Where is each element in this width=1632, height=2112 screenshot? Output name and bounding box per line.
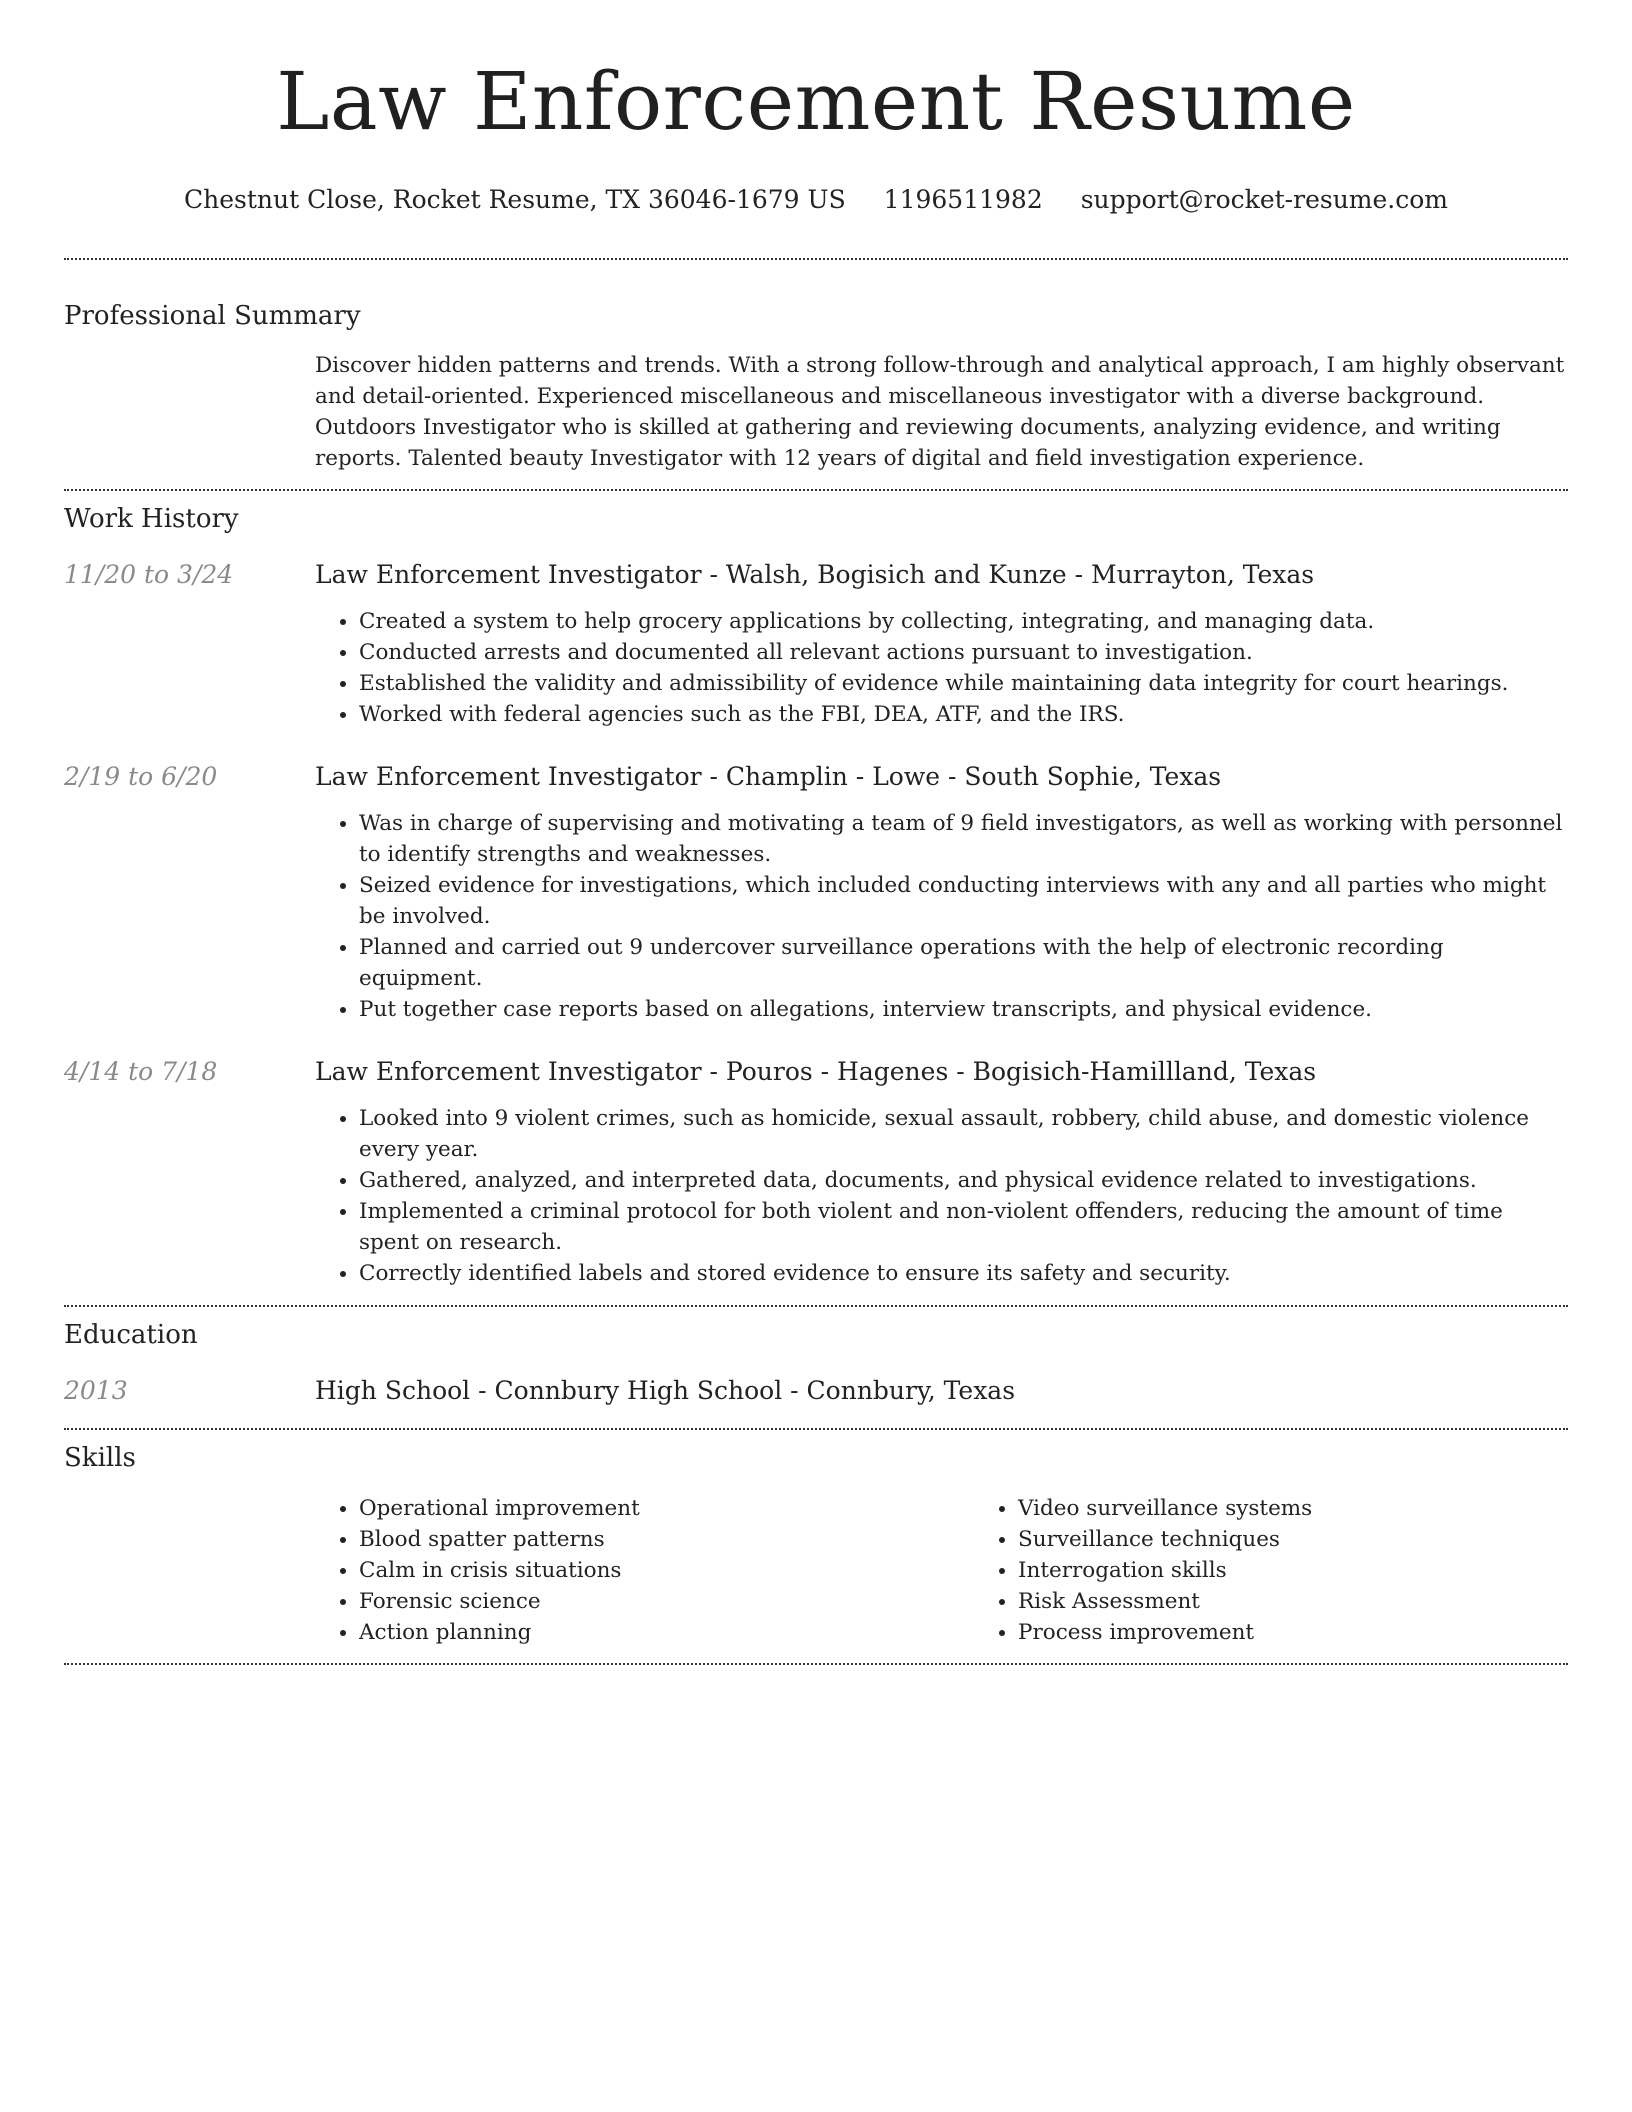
list-item: • Put together case reports based on allegations, interview transcripts, and physical evidence.	[359, 994, 1568, 1025]
contact-line	[64, 184, 1568, 216]
education-entry	[64, 1374, 1568, 1408]
job-bullets	[315, 1103, 1568, 1289]
job-entry	[64, 558, 1568, 730]
list-item: • Implemented a criminal protocol for both violent and non-violent offenders, reducing the amount of time spent on research.	[359, 1196, 1568, 1258]
list-item: • Interrogation skills	[1018, 1555, 1632, 1586]
work-section	[64, 491, 1568, 1289]
list-item: • Gathered, analyzed, and interpreted data, documents, and physical evidence related to investigations.	[359, 1165, 1568, 1196]
contact-phone: 1196511982	[883, 185, 1043, 214]
list-item: • Seized evidence for investigations, which included conducting interviews with any and all parties who might be involved.	[359, 870, 1568, 932]
work-heading: Work History	[64, 504, 239, 534]
list-item: • Correctly identified labels and stored evidence to ensure its safety and security.	[359, 1258, 1568, 1289]
contact-email: support@rocket-resume.com	[1080, 185, 1448, 214]
job-bullets	[315, 808, 1568, 1025]
list-item: • Conducted arrests and documented all relevant actions pursuant to investigation.	[359, 637, 1568, 668]
contact-address: Chestnut Close, Rocket Resume, TX 36046-1679 US	[184, 185, 846, 214]
list-item: • Looked into 9 violent crimes, such as homicide, sexual assault, robbery, child abuse, and domestic violence every year.	[359, 1103, 1568, 1165]
list-item: • Action planning	[359, 1617, 974, 1648]
resume-title: Law Enforcement Resume	[276, 55, 1356, 148]
list-item: • Video surveillance systems	[1018, 1493, 1632, 1524]
job-title: Law Enforcement Investigator - Champlin - Lowe - South Sophie, Texas	[315, 762, 1222, 791]
list-item: • Was in charge of supervising and motivating a team of 9 field investigators, as well as working with personnel to identify strengths and weaknesses.	[359, 808, 1568, 870]
job-title: Law Enforcement Investigator - Walsh, Bogisich and Kunze - Murrayton, Texas	[315, 560, 1315, 589]
job-dates: 4/14 to 7/18	[64, 1057, 218, 1086]
summary-text: Discover hidden patterns and trends. With a strong follow-through and analytical approach, I am highly observant and detail-oriented. Experienced miscellaneous and miscellaneous investigator with a diverse background. Outdoors Investigator who is skilled at gathering and reviewing documents, analyzing evidence, and writing reports. Talented beauty Investigator with 12 years of digital and field investigation experience.	[315, 353, 1565, 471]
job-title: Law Enforcement Investigator - Pouros - Hagenes - Bogisich-Hamillland, Texas	[315, 1057, 1317, 1086]
list-item: • Forensic science	[359, 1586, 974, 1617]
education-section	[64, 1307, 1568, 1408]
list-item: • Planned and carried out 9 undercover surveillance operations with the help of electronic recording equipment.	[359, 932, 1568, 994]
job-dates: 11/20 to 3/24	[64, 560, 234, 589]
job-entry	[64, 760, 1568, 1025]
list-item: • Process improvement	[1018, 1617, 1632, 1648]
skills-section	[64, 1430, 1568, 1648]
education-heading: Education	[64, 1320, 198, 1350]
job-bullets	[315, 606, 1568, 730]
job-dates: 2/19 to 6/20	[64, 762, 218, 791]
list-item: • Blood spatter patterns	[359, 1524, 974, 1555]
education-year: 2013	[64, 1376, 128, 1405]
list-item: • Calm in crisis situations	[359, 1555, 974, 1586]
skills-heading: Skills	[64, 1443, 136, 1473]
summary-heading: Professional Summary	[64, 301, 361, 331]
list-item: • Created a system to help grocery applications by collecting, integrating, and managing data.	[359, 606, 1568, 637]
skills-column-right	[974, 1493, 1632, 1648]
skills-list	[315, 1493, 1632, 1648]
education-title: High School - Connbury High School - Connbury, Texas	[315, 1376, 1016, 1405]
list-item: • Risk Assessment	[1018, 1586, 1632, 1617]
job-entry	[64, 1055, 1568, 1289]
list-item: • Surveillance techniques	[1018, 1524, 1632, 1555]
skills-divider	[64, 1663, 1568, 1665]
skills-column-left	[315, 1493, 974, 1648]
list-item: • Worked with federal agencies such as the FBI, DEA, ATF, and the IRS.	[359, 699, 1568, 730]
list-item: • Established the validity and admissibility of evidence while maintaining data integrity for court hearings.	[359, 668, 1568, 699]
list-item: • Operational improvement	[359, 1493, 974, 1524]
summary-section	[64, 260, 1568, 474]
